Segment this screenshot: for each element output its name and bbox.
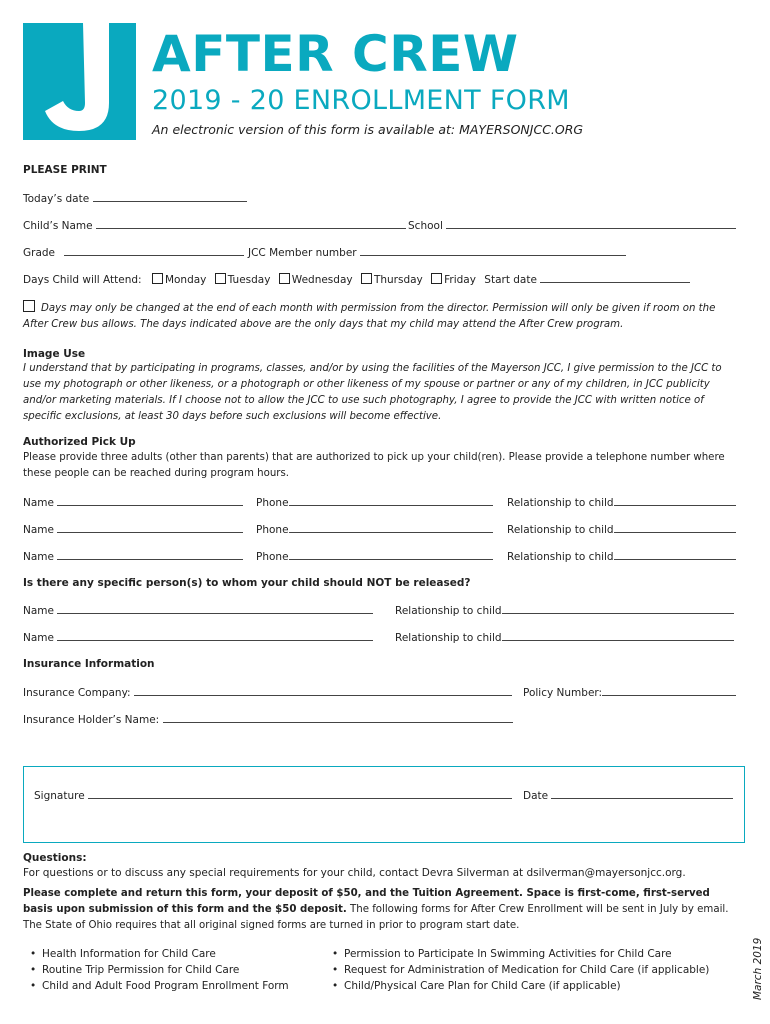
pickup-relationship-2-field[interactable] xyxy=(614,521,736,533)
page-title: AFTER CREW xyxy=(152,25,519,83)
insurance-holder-row: Insurance Holder’s Name: xyxy=(23,711,513,727)
page-subtitle: 2019 - 20 ENROLLMENT FORM xyxy=(152,85,570,116)
pickup-name-1: Name xyxy=(23,494,243,510)
forms-list-left xyxy=(30,946,289,994)
pickup-phone-3-field[interactable] xyxy=(289,548,493,560)
list-item: • Routine Trip Permission for Child Care xyxy=(30,962,289,978)
revision-date: March 2019 xyxy=(752,937,764,1000)
instructions-text: Please complete and return this form, your deposit of $50, and the Tuition Agreement. Space is first-come, first-served basis upon submission of this form and the $50 deposit. The following forms for After Crew Enrollment will be sent in July by email. The State of Ohio requires that all original signed forms are turned in prior to program start date. xyxy=(23,888,729,931)
day-thursday[interactable]: Thursday xyxy=(361,274,423,286)
pickup-relationship-1: Relationship to child xyxy=(507,494,736,510)
list-item: • Permission to Participate In Swimming Activities for Child Care xyxy=(332,946,709,962)
jcc-member-label: JCC Member number xyxy=(248,247,357,259)
todays-date-label: Today’s date xyxy=(23,193,90,205)
list-item: • Child/Physical Care Plan for Child Care (if applicable) xyxy=(332,978,709,994)
start-date-field[interactable] xyxy=(540,271,690,283)
not-released-name-1-field[interactable] xyxy=(57,602,373,614)
pickup-text: Please provide three adults (other than parents) that are authorized to pick up your child(ren). Please provide a telephone number where these people can be reached during program hours. xyxy=(23,452,725,479)
childs-name-row xyxy=(23,217,406,233)
day-friday[interactable]: Friday xyxy=(431,274,476,286)
letter-j-icon xyxy=(23,23,136,140)
grade-row xyxy=(23,244,244,260)
not-released-relationship-1: Relationship to child xyxy=(395,602,734,618)
not-released-name-2-field[interactable] xyxy=(57,629,373,641)
school-label: School xyxy=(408,220,443,232)
signature-date-field[interactable] xyxy=(551,787,733,799)
day-monday[interactable]: Monday xyxy=(152,274,206,286)
not-released-relationship-2: Relationship to child xyxy=(395,629,734,645)
pickup-phone-3: Phone xyxy=(256,548,493,564)
pickup-relationship-3: Relationship to child xyxy=(507,548,736,564)
childs-name-label: Child’s Name xyxy=(23,220,93,232)
list-item: • Health Information for Child Care xyxy=(30,946,289,962)
forms-list-right xyxy=(332,946,709,994)
not-released-name-2: Name xyxy=(23,629,373,645)
questions-text: For questions or to discuss any special requirements for your child, contact Devra Silverman at dsilverman@mayersonjcc.org. xyxy=(23,867,686,879)
todays-date-field[interactable] xyxy=(93,190,247,202)
school-row xyxy=(408,217,736,233)
signature-row: Signature xyxy=(34,787,512,803)
todays-date-row xyxy=(23,190,247,206)
not-released-name-1: Name xyxy=(23,602,373,618)
pickup-phone-1: Phone xyxy=(256,494,493,510)
not-released-heading: Is there any specific person(s) to whom your child should NOT be released? xyxy=(23,577,471,589)
day-tuesday[interactable]: Tuesday xyxy=(215,274,271,286)
electronic-version-note: An electronic version of this form is available at: MAYERSONJCC.ORG xyxy=(152,122,584,137)
grade-label: Grade xyxy=(23,247,56,259)
start-date-label: Start date xyxy=(484,274,537,286)
day-wednesday[interactable]: Wednesday xyxy=(279,274,353,286)
please-print-label: PLEASE PRINT xyxy=(23,164,107,176)
days-note: Days may only be changed at the end of each month with permission from the director. Permission will only be given if room on the After Crew bus allows. The days indicated above are the only days that my child may attend the After Crew program. xyxy=(23,300,735,333)
jcc-member-row xyxy=(248,244,626,260)
image-use-heading: Image Use xyxy=(23,348,86,360)
pickup-heading: Authorized Pick Up xyxy=(23,436,136,448)
insurance-company-row: Insurance Company: xyxy=(23,684,512,700)
pickup-name-3-field[interactable] xyxy=(57,548,243,560)
policy-number-row: Policy Number: xyxy=(523,684,736,700)
insurance-company-field[interactable] xyxy=(134,684,512,696)
checkbox-wednesday[interactable] xyxy=(279,273,290,284)
questions-heading: Questions: xyxy=(23,852,87,864)
pickup-name-2-field[interactable] xyxy=(57,521,243,533)
days-note-checkbox[interactable] xyxy=(23,300,35,312)
pickup-phone-2: Phone xyxy=(256,521,493,537)
pickup-relationship-2: Relationship to child xyxy=(507,521,736,537)
childs-name-field[interactable] xyxy=(96,217,406,229)
signature-field[interactable] xyxy=(88,787,512,799)
pickup-phone-2-field[interactable] xyxy=(289,521,493,533)
list-item: • Request for Administration of Medication for Child Care (if applicable) xyxy=(332,962,709,978)
pickup-relationship-1-field[interactable] xyxy=(614,494,736,506)
grade-field[interactable] xyxy=(64,244,244,256)
not-released-relationship-1-field[interactable] xyxy=(502,602,734,614)
signature-box xyxy=(23,766,745,843)
pickup-relationship-3-field[interactable] xyxy=(614,548,736,560)
list-item: • Child and Adult Food Program Enrollment Form xyxy=(30,978,289,994)
not-released-relationship-2-field[interactable] xyxy=(502,629,734,641)
insurance-holder-field[interactable] xyxy=(163,711,513,723)
checkbox-monday[interactable] xyxy=(152,273,163,284)
pickup-phone-1-field[interactable] xyxy=(289,494,493,506)
school-field[interactable] xyxy=(446,217,736,229)
jcc-logo xyxy=(23,23,136,140)
pickup-name-2: Name xyxy=(23,521,243,537)
checkbox-friday[interactable] xyxy=(431,273,442,284)
signature-date-row: Date xyxy=(523,787,733,803)
image-use-text: I understand that by participating in programs, classes, and/or by using the facilities of the Mayerson JCC, I give permission to the JCC to use my photograph or other likeness, or a photograph or other likeness of my spouse or partner or any of my children, in JCC publicity and/or marketing materials. If I choose not to allow the JCC to use such photography, I agree to provide the JCC with written notice of specific exclusions, at least 30 days before such exclusions will become effective. xyxy=(23,363,722,422)
pickup-name-1-field[interactable] xyxy=(57,494,243,506)
jcc-member-field[interactable] xyxy=(360,244,626,256)
insurance-heading: Insurance Information xyxy=(23,658,155,670)
checkbox-thursday[interactable] xyxy=(361,273,372,284)
days-attend-label: Days Child will Attend: xyxy=(23,274,142,286)
policy-number-field[interactable] xyxy=(602,684,736,696)
days-attend-row xyxy=(23,271,690,287)
pickup-name-3: Name xyxy=(23,548,243,564)
checkbox-tuesday[interactable] xyxy=(215,273,226,284)
